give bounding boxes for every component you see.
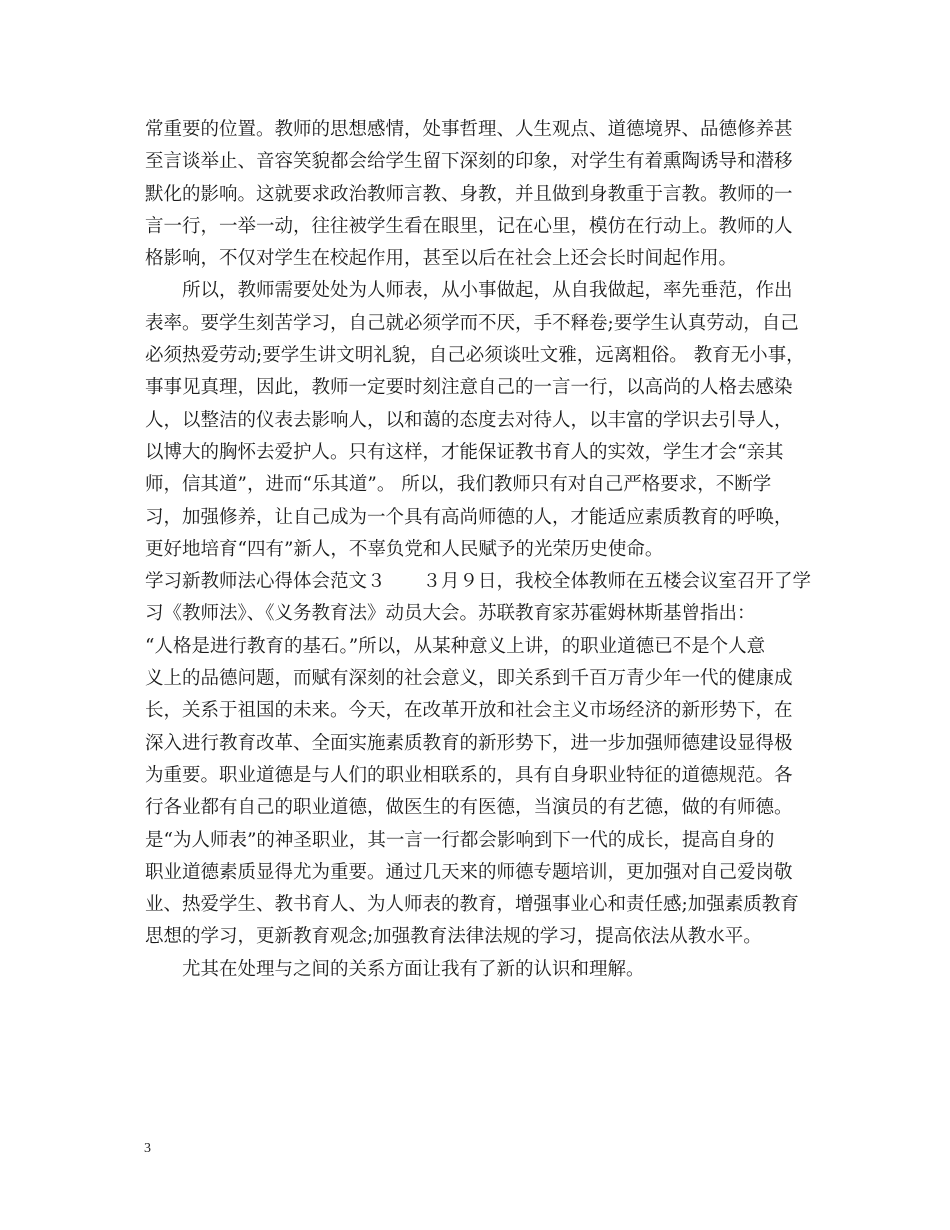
text-line: 常重要的位置。教师的思想感情，处事哲理、人生观点、道德境界、品德修养甚 [145,119,793,140]
text-line: 思想的学习，更新教育观念;加强教育法律法规的学习，提高依法从教水平。 [145,926,762,948]
text-line: 至言谈举止、音容笑貌都会给学生留下深刻的印象，对学生有着熏陶诱导和潜移 [145,151,793,173]
text-line: 言一行，一举一动，往往被学生看在眼里，记在心里，模仿在行动上。教师的人 [145,215,793,237]
body-text [145,114,815,986]
text-line: 师，信其道”，进而“乐其道”。 所以，我们教师只有对自己严格要求，不断学 [145,474,772,496]
text-line: 为重要。职业道德是与人们的职业相联系的，具有自身职业特征的道德规范。各 [145,764,793,786]
page-number: 3 [144,1141,151,1156]
text-line: 职业道德素质显得尤为重要。通过几天来的师德专题培训，更加强对自己爱岗敬 [145,861,793,883]
text-line: 所以，教师需要处处为人师表，从小事做起，从自我做起，率先垂范，作出 [145,280,793,302]
text-line: 事事见真理，因此，教师一定要时刻注意自己的一言一行，以高尚的人格去感染 [145,377,793,399]
text-line: 人，以整洁的仪表去影响人，以和蔼的态度去对待人，以丰富的学识去引导人， [145,409,793,431]
text-line: 义上的品德问题，而赋有深刻的社会意义，即关系到千百万青少年一代的健康成 [145,668,793,690]
text-line: 习，加强修养，让自己成为一个具有高尚师德的人，才能适应素质教育的呼唤， [145,506,793,528]
text-line: 行各业都有自己的职业道德，做医生的有医德，当演员的有艺德，做的有师德。 [145,797,793,819]
text-line: 以博大的胸怀去爱护人。只有这样，才能保证教书育人的实效，学生才会“亲其 [145,441,784,463]
text-line: 习《教师法》、《义务教育法》动员大会。苏联教育家苏霍姆林斯基曾指出： [145,603,756,625]
text-line: “人格是进行教育的基石。”所以，从某种意义上讲，的职业道德已不是个人意 [145,635,766,657]
text-line: 长，关系于祖国的未来。今天，在改革开放和社会主义市场经济的新形势下，在 [145,700,793,722]
text-line: 业、热爱学生、教书育人、为人师表的教育，增强事业心和责任感;加强素质教育 [145,894,799,916]
text-line: 默化的影响。这就要求政治教师言教、身教，并且做到身教重于言教。教师的一 [145,183,793,205]
text-line: 必须热爱劳动;要学生讲文明礼貌，自己必须谈吐文雅，远离粗俗。 教育无小事， [145,345,805,367]
text-line: 尤其在处理与之间的关系方面让我有了新的认识和理解。 [145,958,645,980]
text-line: 是“为人师表”的神圣职业，其一言一行都会影响到下一代的成长，提高自身的 [145,829,775,851]
text-line: 格影响，不仅对学生在校起作用，甚至以后在社会上还会长时间起作用。 [145,248,738,270]
text-line: 深入进行教育改革、全面实施素质教育的新形势下，进一步加强师德建设显得极 [145,732,793,754]
section-heading-line: 学习新教师法心得体会范文３ ３月９日，我校全体教师在五楼会议室召开了学 [145,571,812,593]
text-line: 表率。要学生刻苦学习，自己就必须学而不厌，手不释卷;要学生认真劳动，自己 [145,312,799,334]
text-line: 更好地培育“四有”新人，不辜负党和人民赋予的光荣历史使命。 [145,538,664,560]
